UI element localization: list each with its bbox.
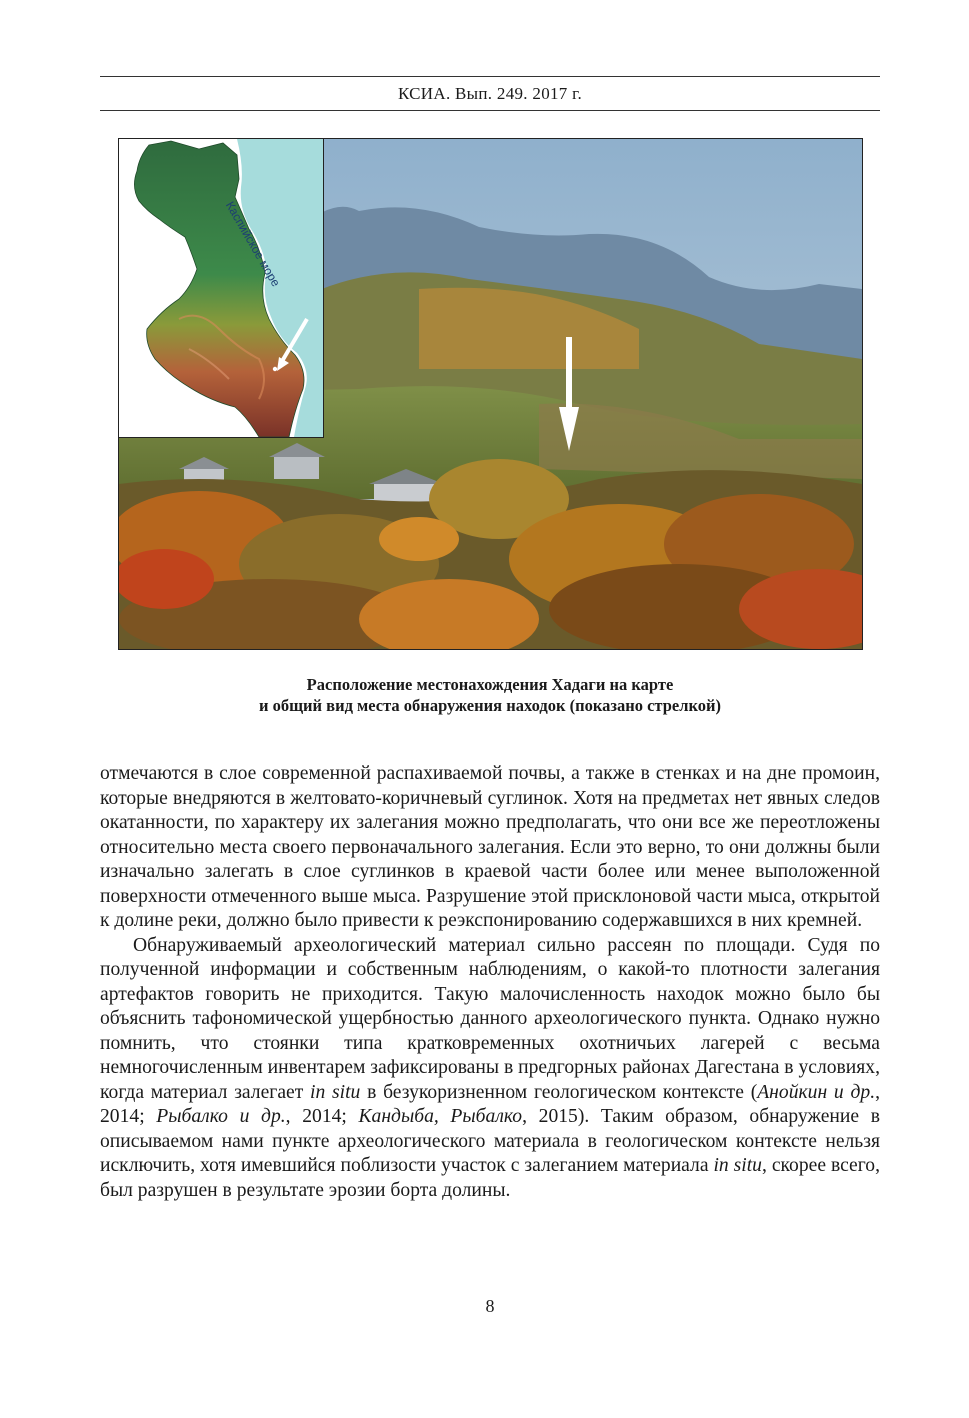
citation-anoikin: Анойкин и др.	[757, 1081, 876, 1103]
paragraph-1: отмечаются в слое современной распахиваемой почвы, а также в стенках и на дне промоин, которые внедряются в желтовато-коричневый суглинок. Хотя на предметах нет явных следов окатанности, по характеру их залегания можно предполагать, что они все же переотложены относительно места своего первоначального залегания. Если это верно, то они должны были изначально залегать в слое суглинков в краевой части более или менее выположенной поверхности отмеченного выше мыса. Разрушение этой присклоновой части мыса, открытой к долине реки, должно было привести к реэкспонированию содержавшихся в них кремней.	[100, 763, 880, 931]
citation-kandyba: Кандыба, Рыбалко	[358, 1106, 523, 1127]
figure-caption	[100, 674, 880, 716]
caption-line-2: и общий вид места обнаружения находок (показано стрелкой)	[258, 696, 722, 715]
page-number: 8	[485, 1296, 495, 1316]
in-situ-term: in situ	[310, 1081, 361, 1103]
p2-text-6: , скорее всего, был разрушен в результате эрозии борта долины.	[100, 1155, 880, 1201]
figure	[118, 138, 863, 650]
p2-text-3: , 2014;	[100, 1081, 880, 1127]
in-situ-term-2: in situ	[713, 1155, 762, 1176]
caption-line-1: Расположение местонахождения Хадаги на карте	[306, 675, 674, 694]
running-head: КСИА. Вып. 249. 2017 г.	[397, 84, 583, 103]
citation-rybalko: Рыбалко и др.	[156, 1106, 286, 1127]
body-text	[100, 762, 880, 1203]
p2-text-2: в безукоризненном геологическом контексте (	[360, 1081, 758, 1103]
header-rule-bottom	[100, 110, 880, 111]
p2-text-1: Обнаруживаемый археологический материал сильно рассеян по площади. Судя по полученной информации и собственным наблюдениям, о какой-то плотности залегания артефактов говорить не приходится. Такую малочисленность находок можно было бы объяснить тафономической ущербностью данного археологического пункта. Однако нужно помнить, что стоянки типа кратковременных охотничьих лагерей с весьма немногочисленным инвентарем зафиксированы в предгорных районах Дагестана в условиях, когда материал залегает	[100, 934, 880, 1103]
p2-text-4: , 2014;	[285, 1106, 359, 1127]
site-marker	[273, 367, 277, 371]
dagestan-map	[119, 139, 323, 437]
caspian-sea-label: Каспийское море	[222, 199, 283, 290]
header-rule-top	[100, 76, 880, 77]
paragraph-2	[100, 934, 880, 1204]
map-inset	[119, 139, 324, 438]
p2-text-5: , 2015). Таким образом, обнаружение в описываемом нами пункте археологического материала в геологическом контексте нельзя исключить, хотя имевшийся поблизости участок с залеганием материала	[100, 1106, 880, 1176]
